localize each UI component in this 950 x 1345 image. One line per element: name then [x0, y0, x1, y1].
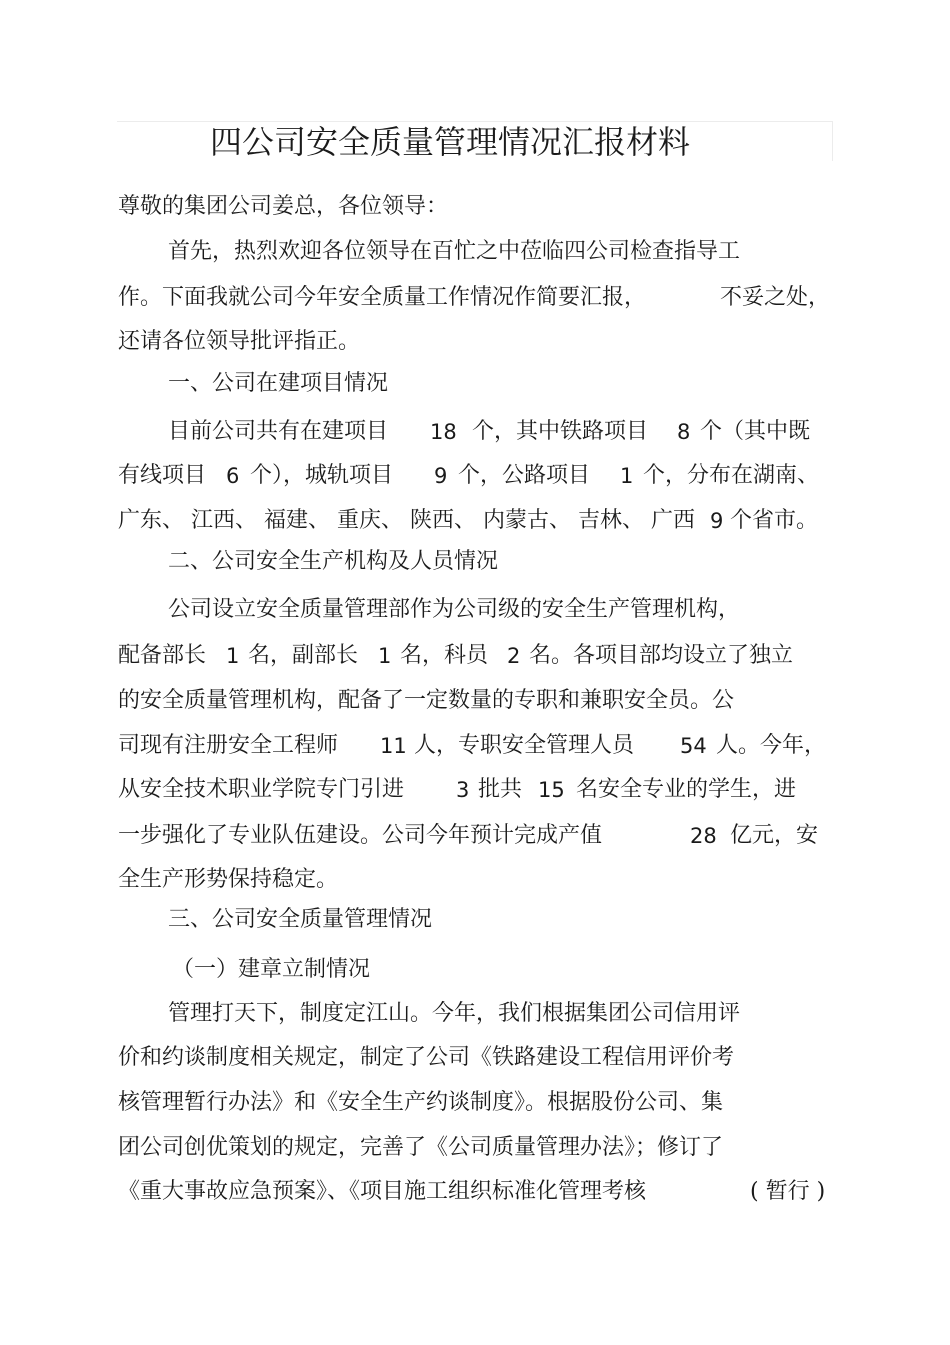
section-3-heading: 三、公司安全质量管理情况	[168, 907, 433, 932]
document-title: 四公司安全质量管理情况汇报材料	[209, 123, 690, 161]
intro-line-2: 作。下面我就公司今年安全质量工作情况作简要汇报， 不妥之处，	[118, 285, 831, 310]
sec2-line-6: 一步强化了专业队伍建设。公司今年预计完成产值 28 亿元，安	[118, 823, 819, 848]
section-1-heading: 一、公司在建项目情况	[168, 371, 389, 396]
sec2-line-3: 的安全质量管理机构，配备了一定数量的专职和兼职安全员。公	[118, 688, 735, 713]
sec2-line-4: 司现有注册安全工程师 11 人，专职安全管理人员 54 人。今年，	[118, 733, 827, 758]
subsection-1-heading: （一）建章立制情况	[172, 957, 371, 982]
sec3-line-1: 管理打天下，制度定江山。今年，我们根据集团公司信用评	[168, 1001, 741, 1026]
sec3-line-4: 团公司创优策划的规定，完善了《公司质量管理办法》；修订了	[118, 1135, 724, 1160]
sec1-line-3: 广东、 江西、 福建、 重庆、 陕西、 内蒙古、 吉林、 广西 9 个省市。	[118, 508, 819, 533]
sec3-line-5: 《重大事故应急预案》、《项目施工组织标准化管理考核 ( 暂行 )	[118, 1179, 826, 1204]
intro-line-3: 还请各位领导批评指正。	[118, 329, 361, 354]
intro-line-1: 首先，热烈欢迎各位领导在百忙之中莅临四公司检查指导工	[168, 239, 741, 264]
sec2-line-2: 配备部长 1 名，副部长 1 名，科员 2 名。各项目部均设立了独立	[118, 643, 794, 668]
sec2-line-1: 公司设立安全质量管理部作为公司级的安全生产管理机构，	[168, 597, 741, 622]
salutation: 尊敬的集团公司姜总，各位领导：	[118, 194, 449, 219]
sec2-line-5: 从安全技术职业学院专门引进 3 批共 15 名安全专业的学生，进	[118, 777, 797, 802]
sec1-line-1: 目前公司共有在建项目 18 个，其中铁路项目 8 个（其中既	[168, 419, 811, 444]
sec1-line-2: 有线项目 6 个），城轨项目 9 个，公路项目 1 个，分布在湖南、	[118, 463, 820, 488]
section-2-heading: 二、公司安全生产机构及人员情况	[168, 549, 499, 574]
sec3-line-3: 核管理暂行办法》和《安全生产约谈制度》。根据股份公司、集	[118, 1090, 724, 1115]
sec3-line-2: 价和约谈制度相关规定，制定了公司《铁路建设工程信用评价考	[118, 1045, 735, 1070]
sec2-line-7: 全生产形势保持稳定。	[118, 867, 339, 892]
